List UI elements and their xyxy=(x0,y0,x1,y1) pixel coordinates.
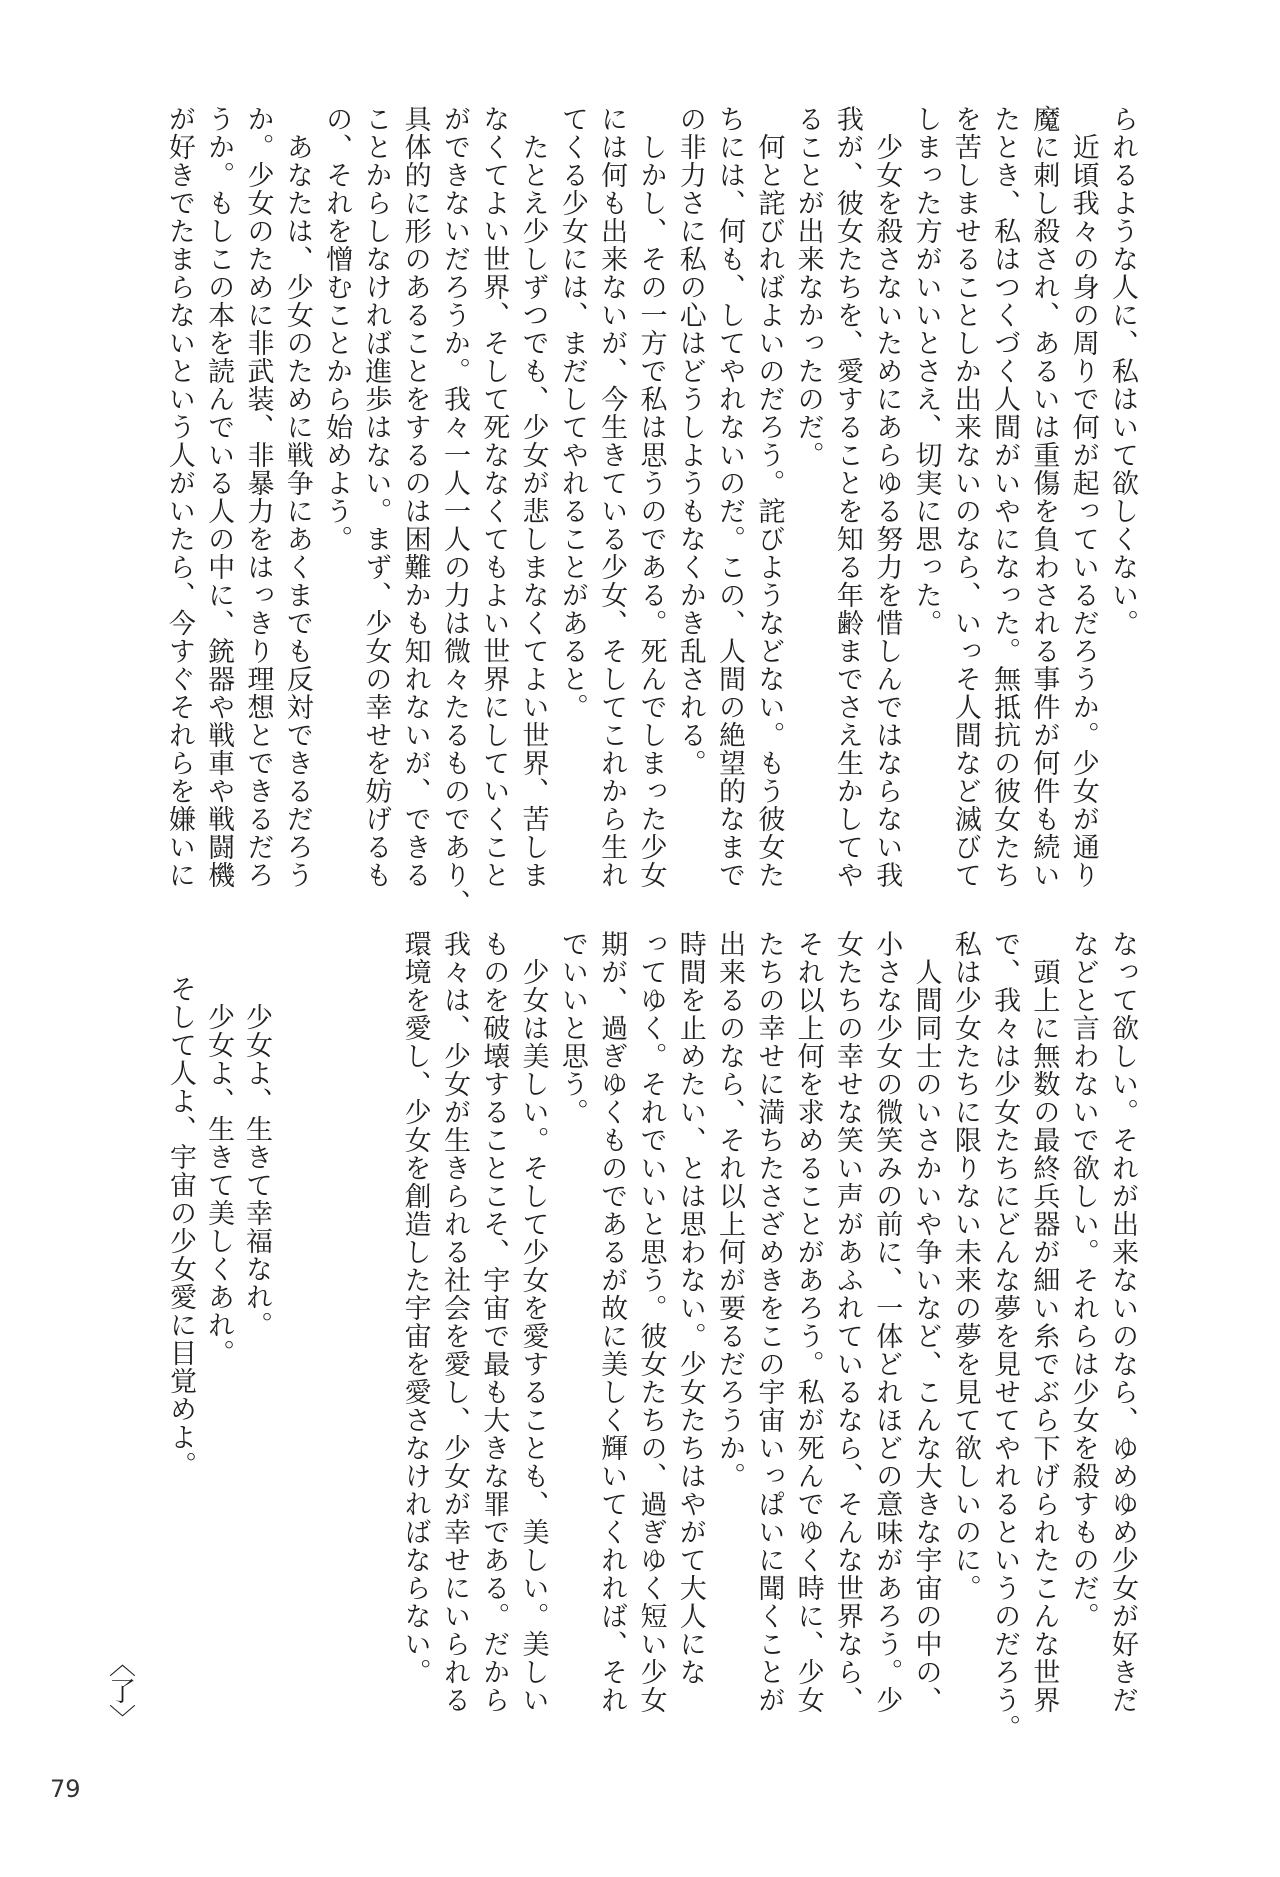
text-line: で、我々は少女たちにどんな夢を見せてやれるというのだろう。 xyxy=(989,930,1021,1742)
text-line: 我が、彼女たちを、愛することを知る年齢までさえ生かしてや xyxy=(831,105,863,889)
text-line: が好きでたまらないという人がいたら、今すぐそれらを嫌いに xyxy=(163,105,195,889)
text-line: ことからしなければ進歩はない。まず、少女の幸せを妨げるも xyxy=(360,105,392,889)
text-line: ができないだろうか。我々一人一人の力は微々たるものであり、 xyxy=(438,105,470,917)
text-line: 我々は、少女が生きられる社会を愛し、少女が幸せにいられる xyxy=(438,930,470,1714)
text-line: ちには、何も、してやれないのだ。この、人間の絶望的なまで xyxy=(714,105,746,889)
text-line: 時間を止めたい、とは思わない。少女たちはやがて大人にな xyxy=(674,930,706,1686)
closing-verse-block xyxy=(155,975,275,1495)
text-line: を苦しませることしか出来ないのなら、いっそ人間など滅びて xyxy=(949,105,981,889)
text-line: でいいと思う。 xyxy=(556,930,588,1126)
text-line: 期が、過ぎゆくものであるが故に美しく輝いてくれれば、それ xyxy=(596,930,628,1714)
text-line: それ以上何を求めることがあろう。私が死んでゆく時に、少女 xyxy=(792,930,824,1714)
lower-right-text-block xyxy=(399,930,1142,1742)
text-line: なくてよい世界、そして死ななくてもよい世界にしていくこと xyxy=(478,105,510,889)
text-line: ってゆく。それでいいと思う。彼女たちの、過ぎゆく短い少女 xyxy=(635,930,667,1714)
text-line: 魔に刺し殺され、あるいは重傷を負わされる事件が何件も続い xyxy=(1028,105,1060,889)
closing-line: 少女よ、生きて幸福なれ。 xyxy=(241,975,272,1339)
text-line: か。少女のために非武装、非暴力をはっきり理想とできるだろ xyxy=(242,105,274,889)
text-line: うか。もしこの本を読んでいる人の中に、銃器や戦車や戦闘機 xyxy=(203,105,235,889)
text-line: ものを破壊することこそ、宇宙で最も大きな罪である。だから xyxy=(478,930,510,1714)
text-line: しまった方がいいとさえ、切実に思った。 xyxy=(910,105,942,637)
text-line: 人間同士のいさかいや争いなど、こんな大きな宇宙の中の、 xyxy=(910,930,942,1714)
text-line: ることが出来なかったのだ。 xyxy=(792,105,824,469)
text-line: られるような人に、私はいて欲しくない。 xyxy=(1107,105,1138,637)
text-line: 具体的に形のあることをするのは困難かも知れないが、できる xyxy=(399,105,431,889)
text-line: には何も出来ないが、今生きている少女、そしてこれから生れ xyxy=(596,105,628,889)
text-line: なって欲しい。それが出来ないのなら、ゆめゆめ少女が好きだ xyxy=(1107,930,1138,1714)
text-line: 近頃我々の身の周りで何が起っているだろうか。少女が通り xyxy=(1067,105,1099,889)
text-line: 少女を殺さないためにあらゆる努力を惜しんではならない我 xyxy=(871,105,903,889)
text-line: 女たちの幸せな笑い声があふれているなら、そんな世界なら、 xyxy=(831,930,863,1714)
text-line: 出来るのなら、それ以上何が要るだろうか。 xyxy=(714,930,746,1490)
text-line: の非力さに私の心はどうしようもなくかき乱される。 xyxy=(674,105,706,777)
end-mark: 〈了〉 xyxy=(104,1650,135,1731)
text-line: 小さな少女の微笑みの前に、一体どれほどの意味があろう。少 xyxy=(871,930,903,1714)
page-number: 79 xyxy=(50,1775,81,1803)
text-line: 環境を愛し、少女を創造した宇宙を愛さなければならない。 xyxy=(399,930,431,1686)
text-line: 少女は美しい。そして少女を愛することも、美しい。美しい xyxy=(517,930,549,1714)
text-line: あなたは、少女のために戦争にあくまでも反対できるだろう xyxy=(281,105,313,889)
text-line: 何と詫びればよいのだろう。詫びようなどない。もう彼女た xyxy=(753,105,785,889)
text-line: たとえ少しずつでも、少女が悲しまなくてよい世界、苦しま xyxy=(517,105,549,889)
closing-line: そして人よ、宇宙の少女愛に目覚めよ。 xyxy=(165,975,196,1479)
text-line: たちの幸せに満ちたさざめきをこの宇宙いっぱいに聞くことが xyxy=(753,930,785,1714)
text-line: 私は少女たちに限りない未来の夢を見て欲しいのに。 xyxy=(949,930,981,1602)
text-line: たとき、私はつくづく人間がいやになった。無抵抗の彼女たち xyxy=(989,105,1021,889)
closing-line: 少女よ、生きて美しくあれ。 xyxy=(203,975,234,1367)
upper-text-block xyxy=(82,105,1142,925)
text-line: 頭上に無数の最終兵器が細い糸でぶら下げられたこんな世界 xyxy=(1028,930,1060,1714)
text-line: てくる少女には、まだしてやれることがあると。 xyxy=(556,105,588,721)
text-line: などと言わないで欲しい。それらは少女を殺すものだ。 xyxy=(1067,930,1099,1630)
text-line: しかし、その一方で私は思うのである。死んでしまった少女 xyxy=(635,105,667,889)
text-line: の、それを憎むことから始めよう。 xyxy=(321,105,353,553)
